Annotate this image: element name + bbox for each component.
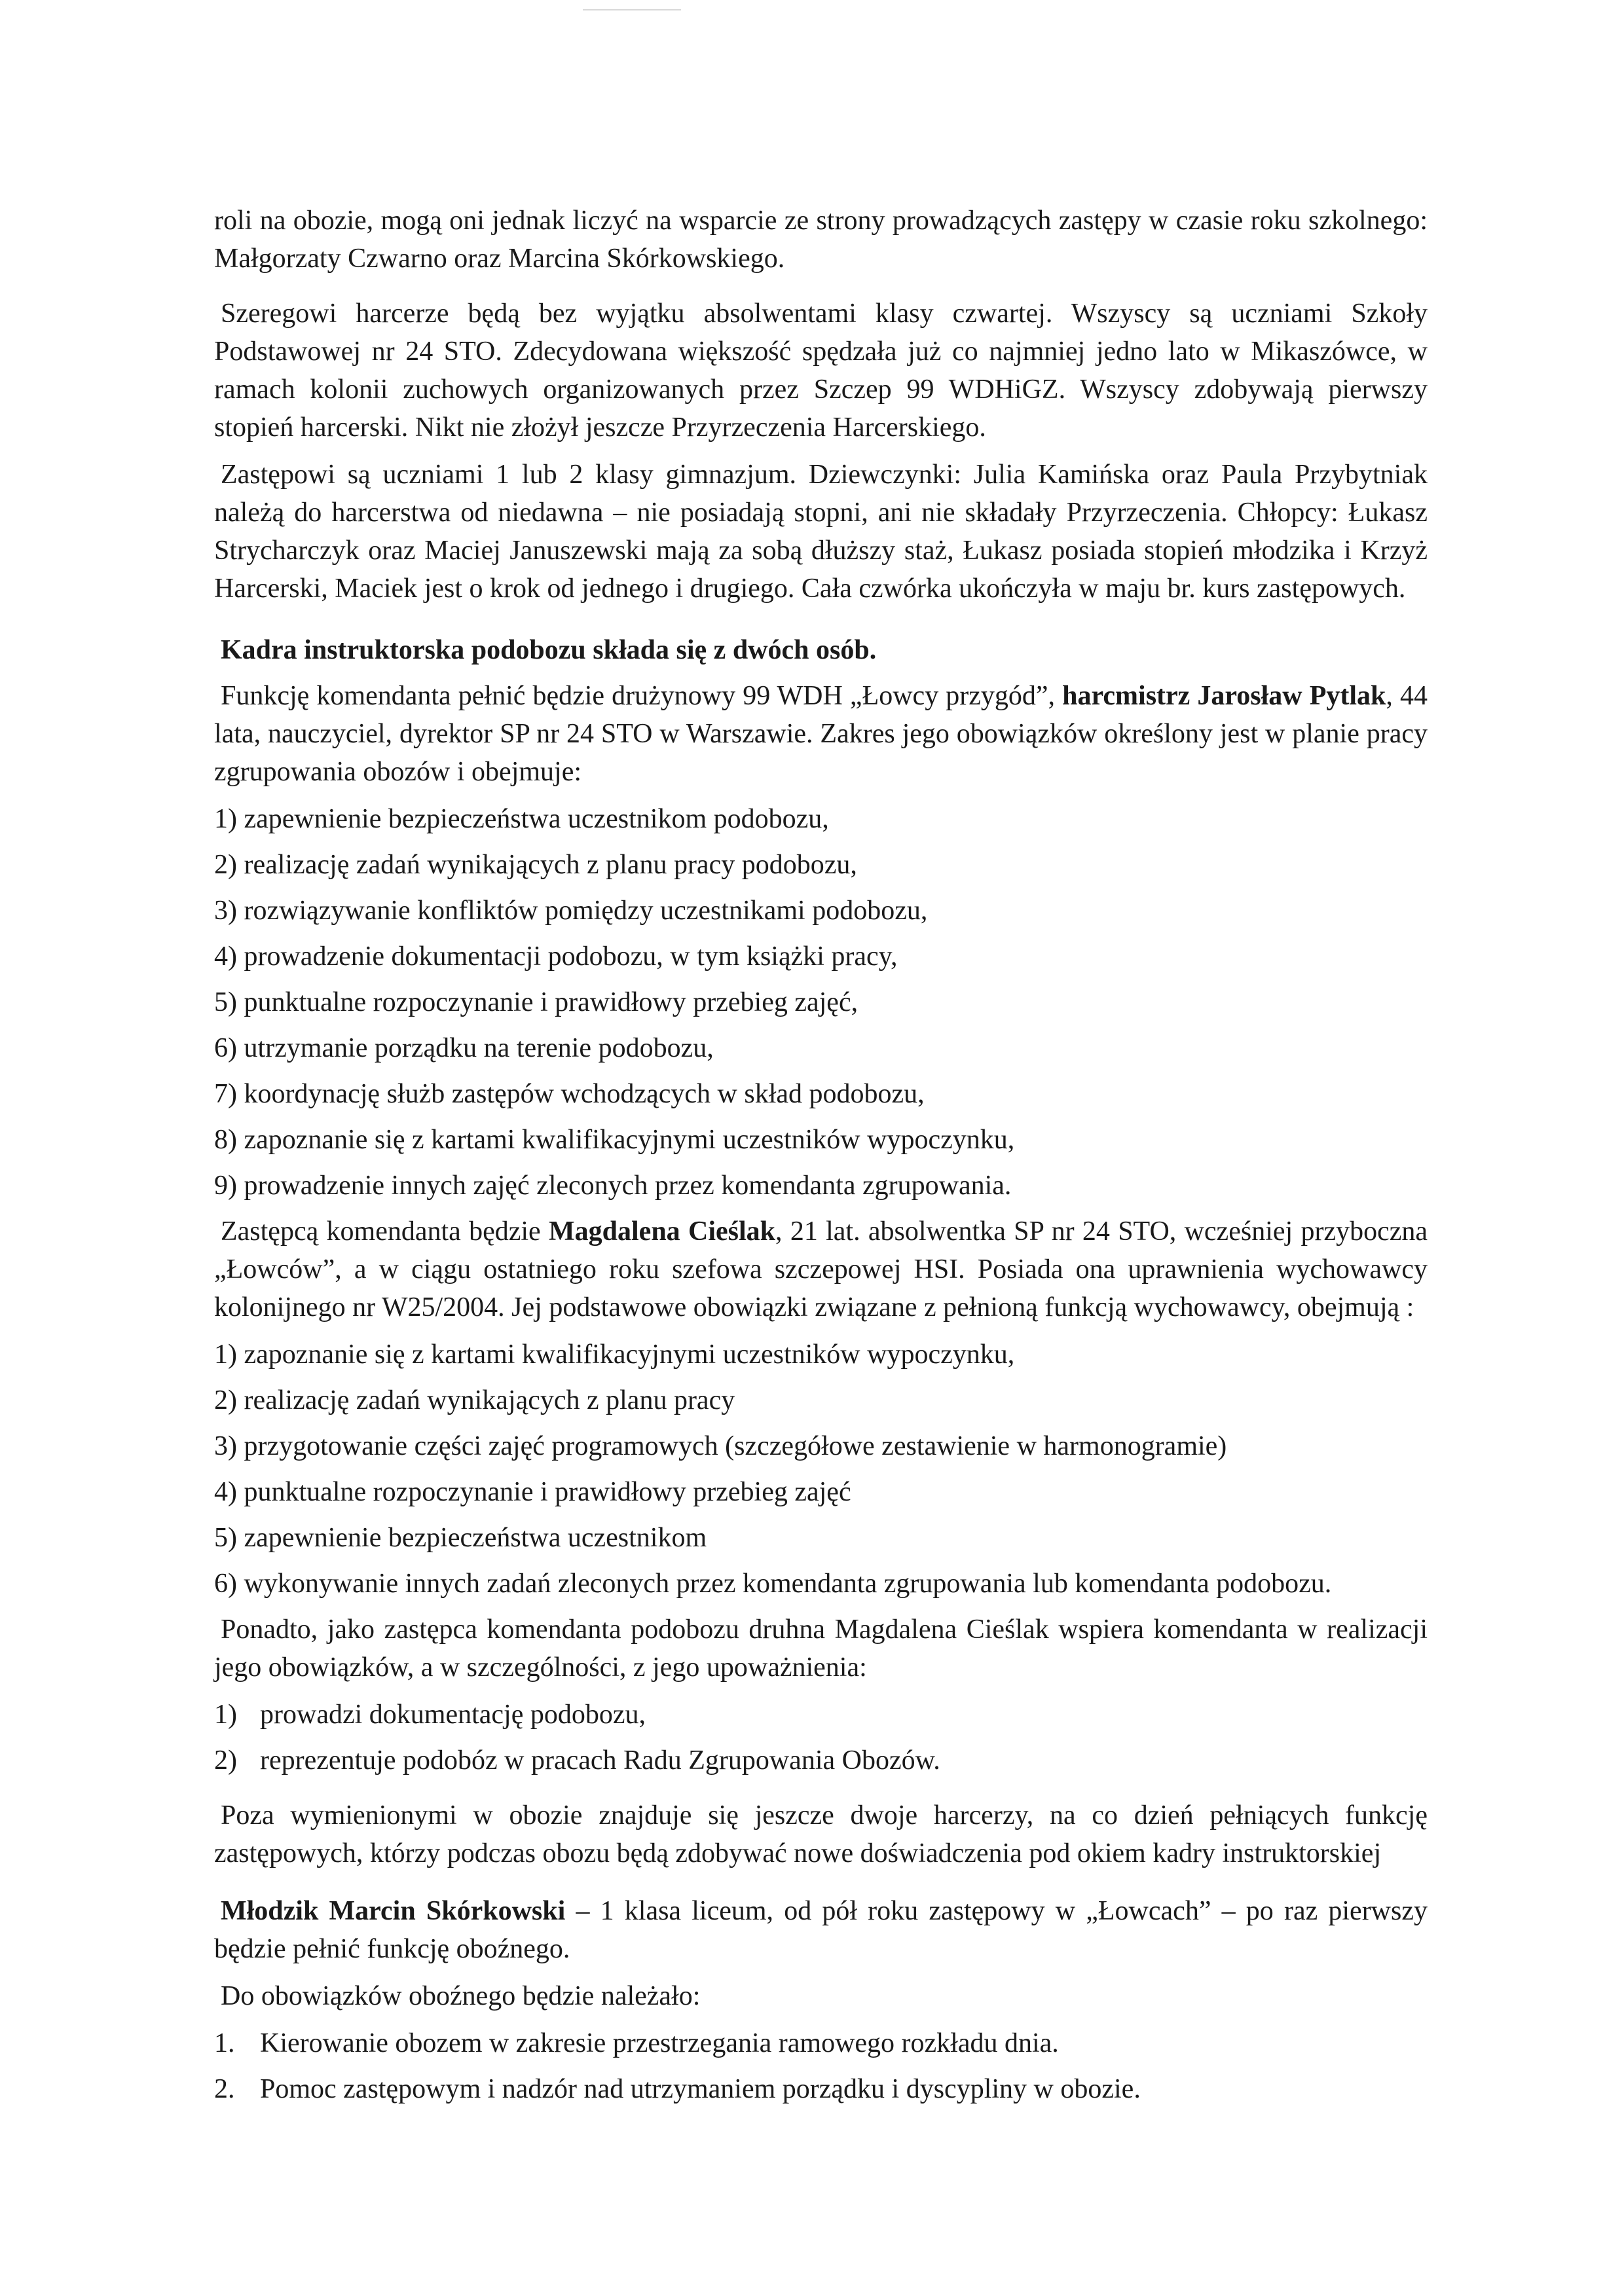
commander-duties-list (214, 800, 1428, 1205)
item-number: 2) (214, 1745, 237, 1776)
list-item: 9) prowadzenie innych zajęć zleconych przez komendanta zgrupowania. (214, 1171, 1012, 1201)
list-item (214, 1741, 1428, 1779)
item-number: 1. (214, 2028, 235, 2058)
list-item: 1) zapewnienie bezpieczeństwa uczestnikom podobozu, (214, 804, 829, 834)
text-run: , 44 lata, nauczyciel, dyrektor SP nr 24 STO w Warszawie. Zakres jego obowiązków określony jest w planie pracy zgrupowania obozów i obejmuje: (214, 681, 1428, 787)
text-run: , 21 lat. absolwentka SP nr 24 STO, wcześniej przyboczna „Łowców”, a w ciągu ostatniego roku szefowa szczepowej HSI. Posiada ona uprawnienia wychowawcy kolonijnego nr W25/2004. Jej podstawowe obowiązki związane z pełnioną funkcją wychowawcy, obejmują : (214, 1216, 1428, 1322)
paragraph-5 (214, 1212, 1428, 1326)
list-item: 5) zapewnienie bezpieczeństwa uczestnikom (214, 1523, 707, 1553)
authorization-list (214, 1696, 1428, 1779)
item-text: Pomoc zastępowym i nadzór nad utrzymaniem porządku i dyscypliny w obozie. (260, 2074, 1141, 2104)
list-item: 6) utrzymanie porządku na terenie podobozu, (214, 1033, 714, 1063)
paragraph-6: Ponadto, jako zastępca komendanta podobozu druhna Magdalena Cieślak wspiera komendanta w realizacji jego obowiązków, a w szczególności, z jego upoważnienia: (214, 1614, 1428, 1683)
paragraph-4 (214, 677, 1428, 791)
list-item (214, 2070, 1428, 2108)
list-item: 2) realizację zadań wynikających z planu pracy (214, 1385, 735, 1415)
text-run: – 1 klasa liceum, od pół roku zastępowy w „Łowcach” – po raz pierwszy będzie pełnić funkcję oboźnego. (214, 1896, 1428, 1964)
scan-mark (583, 9, 681, 10)
item-text: Kierowanie obozem w zakresie przestrzegania ramowego rozkładu dnia. (260, 2028, 1059, 2058)
quartermaster-duties-list (214, 2024, 1428, 2108)
list-item: 4) prowadzenie dokumentacji podobozu, w tym książki pracy, (214, 941, 898, 972)
list-item: 6) wykonywanie innych zadań zleconych przez komendanta zgrupowania lub komendanta podobozu. (214, 1569, 1332, 1599)
item-text: prowadzi dokumentację podobozu, (260, 1700, 646, 1730)
deputy-duties-list (214, 1336, 1428, 1603)
paragraph-3: Zastępowi są uczniami 1 lub 2 klasy gimnazjum. Dziewczynki: Julia Kamińska oraz Paula Przybytniak należą do harcerstwa od niedawna – nie posiadają stopni, ani nie składały Przyrzeczenia. Chłopcy: Łukasz Strycharczyk oraz Maciej Januszewski mają za sobą dłuższy staż, Łukasz posiada stopień młodzika i Krzyż Harcerski, Maciek jest o krok od jednego i drugiego. Cała czwórka ukończyła w maju br. kurs zastępowych. (214, 460, 1428, 604)
list-item: 3) rozwiązywanie konfliktów pomiędzy uczestnikami podobozu, (214, 896, 928, 926)
paragraph-2: Szeregowi harcerze będą bez wyjątku absolwentami klasy czwartej. Wszyscy są uczniami Szkoły Podstawowej nr 24 STO. Zdecydowana większość spędzała już co najmniej jedno lato w Mikaszówce, w ramach kolonii zuchowych organizowanych przez Szczep 99 WDHiGZ. Wszyscy zdobywają pierwszy stopień harcerski. Nikt nie złożył jeszcze Przyrzeczenia Harcerskiego. (214, 299, 1428, 443)
bold-name: harcmistrz Jarosław Pytlak (1062, 681, 1386, 711)
list-item (214, 1696, 1428, 1734)
list-item (214, 2024, 1428, 2062)
item-text: reprezentuje podobóz w pracach Radu Zgrupowania Obozów. (260, 1745, 940, 1776)
list-item: 1) zapoznanie się z kartami kwalifikacyjnymi uczestników wypoczynku, (214, 1339, 1015, 1370)
text-run: Zastępcą komendanta będzie (221, 1216, 549, 1247)
paragraph-9: Do obowiązków oboźnego będzie należało: (221, 1981, 701, 2011)
bold-name: Młodzik Marcin Skórkowski (221, 1896, 566, 1926)
list-item: 3) przygotowanie części zajęć programowych (szczegółowe zestawienie w harmonogramie) (214, 1431, 1227, 1461)
item-number: 1) (214, 1700, 237, 1730)
section-heading: Kadra instruktorska podobozu składa się z dwóch osób. (221, 635, 877, 665)
paragraph-8 (214, 1892, 1428, 1968)
list-item: 5) punktualne rozpoczynanie i prawidłowy przebieg zajęć, (214, 987, 858, 1017)
list-item: 8) zapoznanie się z kartami kwalifikacyjnymi uczestników wypoczynku, (214, 1125, 1015, 1155)
list-item: 7) koordynację służb zastępów wchodzących w skład podobozu, (214, 1079, 925, 1109)
item-number: 2. (214, 2074, 235, 2104)
list-item: 2) realizację zadań wynikających z planu pracy podobozu, (214, 850, 857, 880)
paragraph-7: Poza wymienionymi w obozie znajduje się jeszcze dwoje harcerzy, na co dzień pełniących funkcję zastępowych, którzy podczas obozu będą zdobywać nowe doświadczenia pod okiem kadry instruktorskiej (214, 1800, 1428, 1868)
list-item: 4) punktualne rozpoczynanie i prawidłowy przebieg zajęć (214, 1477, 851, 1507)
text-run: Funkcję komendanta pełnić będzie drużynowy 99 WDH „Łowcy przygód”, (221, 681, 1063, 711)
paragraph-1: roli na obozie, mogą oni jednak liczyć na wsparcie ze strony prowadzących zastępy w czasie roku szkolnego: Małgorzaty Czwarno oraz Marcina Skórkowskiego. (214, 206, 1428, 274)
bold-name: Magdalena Cieślak (549, 1216, 776, 1247)
